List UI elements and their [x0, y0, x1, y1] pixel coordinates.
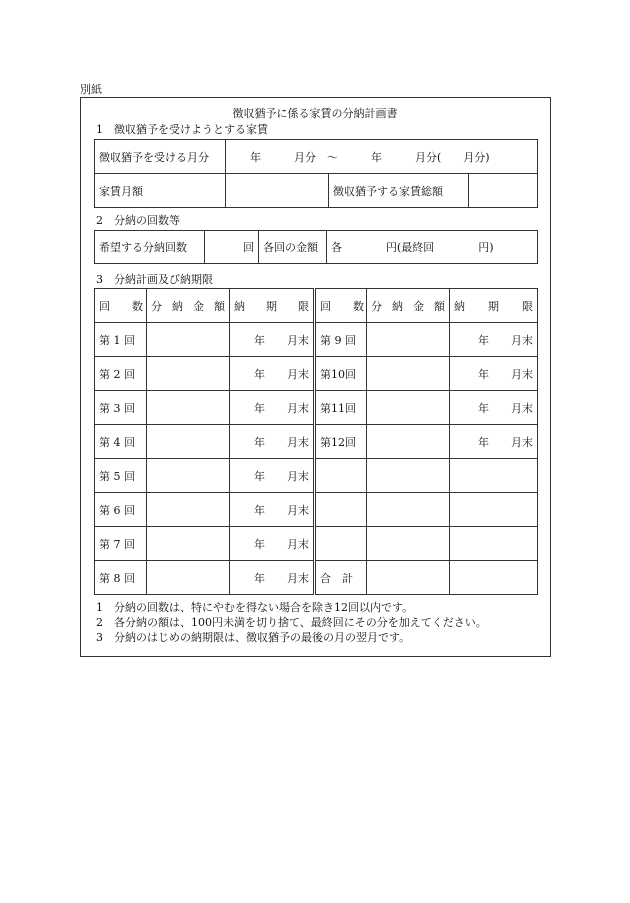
- empty-label: [315, 527, 367, 561]
- amount-field[interactable]: [147, 493, 230, 527]
- header-amount: 分 納 金 額: [147, 289, 230, 323]
- amount-field[interactable]: [147, 425, 230, 459]
- due-date[interactable]: 年 月末: [230, 493, 315, 527]
- empty-cell: [450, 459, 538, 493]
- empty-label: [315, 459, 367, 493]
- plan-row: [95, 561, 538, 595]
- plan-header-row: [95, 289, 538, 323]
- header-due: 納 期 限: [230, 289, 315, 323]
- due-date[interactable]: 年 月末: [450, 357, 538, 391]
- amount-field[interactable]: [367, 425, 450, 459]
- installment-label: 第10回: [315, 357, 367, 391]
- plan-row: [95, 527, 538, 561]
- installment-count-table: [94, 230, 538, 264]
- plan-row: [95, 323, 538, 357]
- installment-plan-table: [94, 288, 538, 595]
- rent-monthly-label: 家賃月額: [95, 174, 226, 208]
- header-count: 回 数: [95, 289, 147, 323]
- header-due-2: 納 期 限: [450, 289, 538, 323]
- deferred-total-label: 徴収猶予する家賃総額: [329, 174, 469, 208]
- attachment-label: 別紙: [80, 83, 102, 96]
- due-date[interactable]: 年 月末: [230, 425, 315, 459]
- installment-label: 第 7 回: [95, 527, 147, 561]
- amount-field[interactable]: [147, 527, 230, 561]
- amount-field[interactable]: [147, 357, 230, 391]
- amount-field[interactable]: [367, 323, 450, 357]
- installment-label: 第 9 回: [315, 323, 367, 357]
- empty-cell: [450, 561, 538, 595]
- deferred-total-field[interactable]: [469, 174, 538, 208]
- form-title: 徴収猶予に係る家賃の分納計画書: [232, 107, 398, 120]
- deferral-month-label: 徴収猶予を受ける月分: [95, 140, 226, 174]
- empty-cell: [367, 527, 450, 561]
- installment-label: 第12回: [315, 425, 367, 459]
- section1-heading: 1 徴収猶予を受けようとする家賃: [96, 123, 268, 136]
- deferral-month-value[interactable]: 年 月分 ～ 年 月分( 月分): [226, 140, 538, 174]
- deferral-table: [94, 139, 538, 208]
- amount-field[interactable]: [147, 391, 230, 425]
- installment-label: 第11回: [315, 391, 367, 425]
- due-date[interactable]: 年 月末: [230, 561, 315, 595]
- amount-field[interactable]: [367, 391, 450, 425]
- total-amount-field[interactable]: [367, 561, 450, 595]
- plan-row: [95, 459, 538, 493]
- due-date[interactable]: 年 月末: [230, 527, 315, 561]
- installment-label: 第 8 回: [95, 561, 147, 595]
- installment-label: 第 2 回: [95, 357, 147, 391]
- due-date[interactable]: 年 月末: [450, 323, 538, 357]
- each-amount-field[interactable]: 各 円(最終回 円): [327, 231, 538, 264]
- due-date[interactable]: 年 月末: [450, 391, 538, 425]
- due-date[interactable]: 年 月末: [230, 323, 315, 357]
- empty-cell: [450, 493, 538, 527]
- header-amount-2: 分 納 金 額: [367, 289, 450, 323]
- header-count-2: 回 数: [315, 289, 367, 323]
- amount-field[interactable]: [147, 561, 230, 595]
- rent-monthly-field[interactable]: [226, 174, 329, 208]
- installment-label: 第 1 回: [95, 323, 147, 357]
- amount-field[interactable]: [147, 323, 230, 357]
- due-date[interactable]: 年 月末: [450, 425, 538, 459]
- installment-label: 第 4 回: [95, 425, 147, 459]
- installment-label: 第 6 回: [95, 493, 147, 527]
- empty-cell: [367, 459, 450, 493]
- due-date[interactable]: 年 月末: [230, 459, 315, 493]
- installment-count-label: 希望する分納回数: [95, 231, 205, 264]
- note-item: 1 分納の回数は、特にやむを得ない場合を除き12回以内です。: [96, 601, 414, 614]
- plan-row: [95, 357, 538, 391]
- empty-label: [315, 493, 367, 527]
- section3-heading: 3 分納計画及び納期限: [96, 273, 213, 286]
- each-amount-label: 各回の金額: [259, 231, 327, 264]
- note-item: 3 分納のはじめの納期限は、徴収猶予の最後の月の翌月です。: [96, 631, 411, 644]
- note-item: 2 各分納の額は、100円未満を切り捨て、最終回にその分を加えてください。: [96, 616, 487, 629]
- plan-row: [95, 493, 538, 527]
- installment-count-field[interactable]: 回: [205, 231, 259, 264]
- due-date[interactable]: 年 月末: [230, 391, 315, 425]
- due-date[interactable]: 年 月末: [230, 357, 315, 391]
- amount-field[interactable]: [147, 459, 230, 493]
- plan-row: [95, 391, 538, 425]
- empty-cell: [367, 493, 450, 527]
- amount-field[interactable]: [367, 357, 450, 391]
- total-label: 合 計: [315, 561, 367, 595]
- section2-heading: 2 分納の回数等: [96, 214, 180, 227]
- notes-block: [96, 600, 487, 645]
- installment-label: 第 5 回: [95, 459, 147, 493]
- installment-label: 第 3 回: [95, 391, 147, 425]
- empty-cell: [450, 527, 538, 561]
- plan-row: [95, 425, 538, 459]
